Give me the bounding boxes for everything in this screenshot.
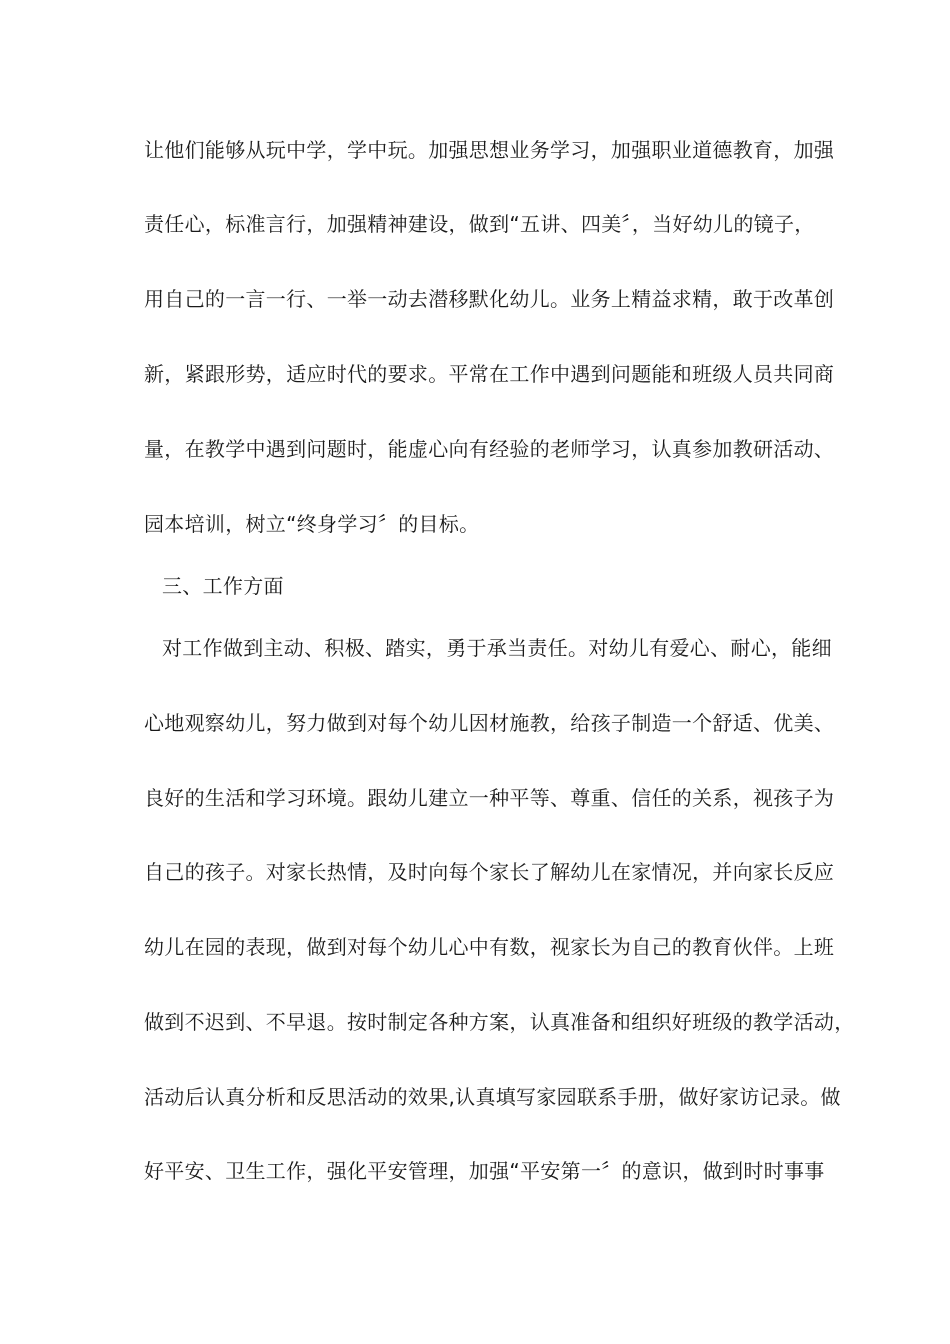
paragraph-line: 园本培训，树立“终身学习〞的目标。 xyxy=(144,512,480,536)
paragraph-line: 良好的生活和学习环境。跟幼儿建立一种平等、尊重、信任的关系，视孩子为 xyxy=(144,786,835,810)
paragraph-line: 幼儿在园的表现，做到对每个幼儿心中有数，视家长为自己的教育伙伴。上班 xyxy=(144,935,835,959)
paragraph-line: 用自己的一言一行、一举一动去潜移默化幼儿。业务上精益求精，敢于改革创 xyxy=(144,287,835,311)
paragraph-line: 量，在教学中遇到问题时，能虚心向有经验的老师学习，认真参加教研活动、 xyxy=(144,437,835,461)
paragraph-line: 对工作做到主动、积极、踏实，勇于承当责任。对幼儿有爱心、耐心，能细 xyxy=(162,636,832,660)
paragraph-line: 自己的孩子。对家长热情，及时向每个家长了解幼儿在家情况，并向家长反应 xyxy=(144,860,835,884)
paragraph-line: 活动后认真分析和反思活动的效果,认真填写家园联系手册，做好家访记录。做 xyxy=(144,1085,841,1109)
paragraph-line: 责任心，标准言行，加强精神建设，做到“五讲、四美〞，当好幼儿的镜子， xyxy=(144,212,815,236)
paragraph-line: 好平安、卫生工作，强化平安管理，加强“平安第一〞的意识，做到时时事事 xyxy=(144,1159,825,1183)
paragraph-line: 做到不迟到、不早退。按时制定各种方案，认真准备和组织好班级的教学活动， xyxy=(144,1010,855,1034)
section-heading: 三、工作方面 xyxy=(162,574,284,598)
paragraph-line: 新，紧跟形势，适应时代的要求。平常在工作中遇到问题能和班级人员共同商 xyxy=(144,362,835,386)
paragraph-line: 让他们能够从玩中学，学中玩。加强思想业务学习，加强职业道德教育，加强 xyxy=(144,138,835,162)
paragraph-line: 心地观察幼儿，努力做到对每个幼儿因材施教，给孩子制造一个舒适、优美、 xyxy=(144,711,835,735)
